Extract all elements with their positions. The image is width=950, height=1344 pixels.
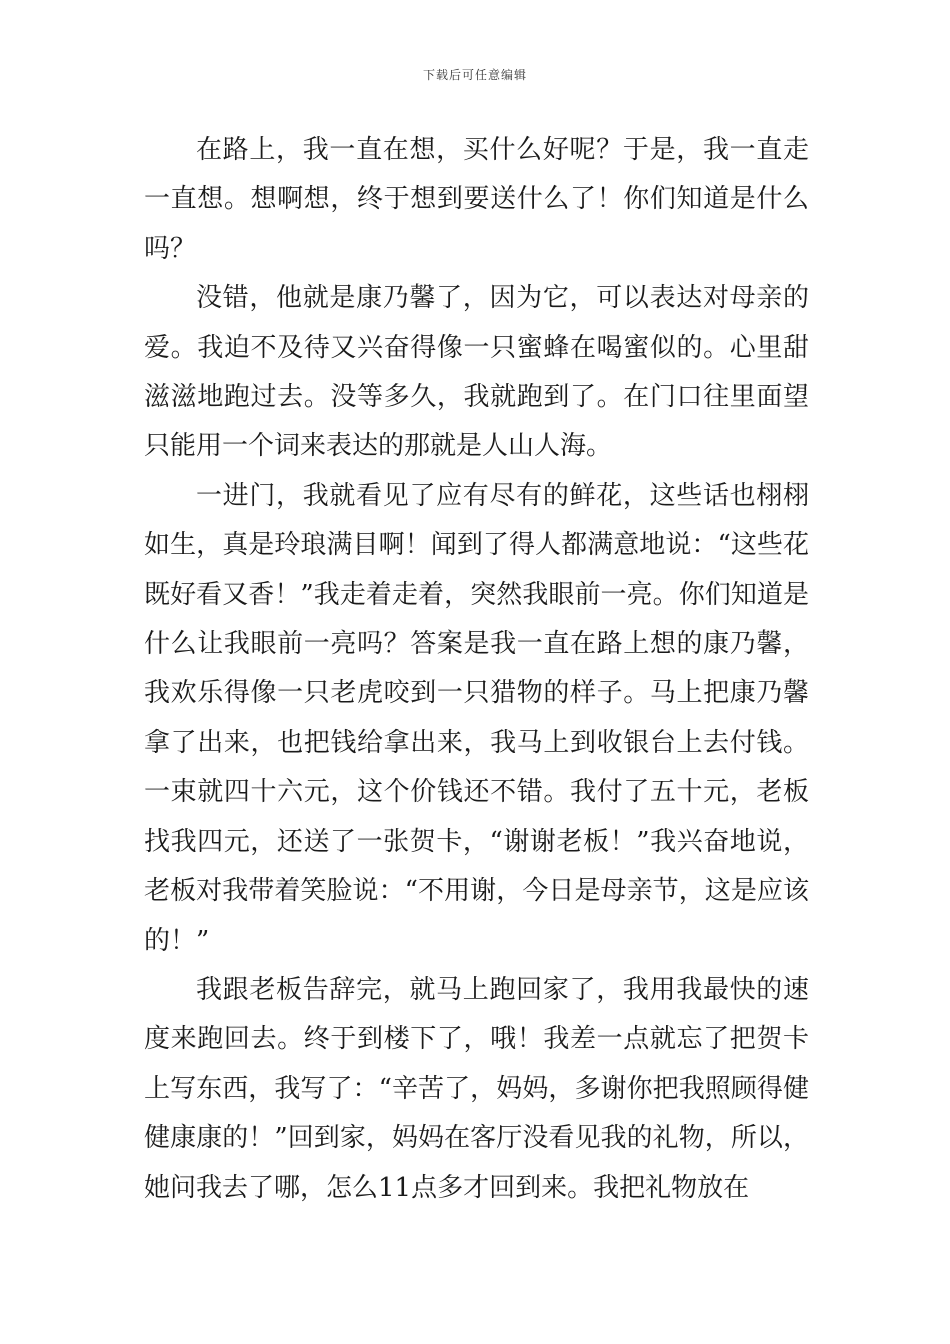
paragraph: 没错，他就是康乃馨了，因为它，可以表达对母亲的爱。我迫不及待又兴奋得像一只蜜蜂在喝蜜似的。心里甜滋滋地跑过去。没等多久，我就跑到了。在门口往里面望只能用一个词来表达的那就是人山人海。 [144,283,809,462]
header-note: 下载后可任意编辑 [422,68,527,82]
paragraph: 我跟老板告辞完，就马上跑回家了，我用我最快的速度来跑回去。终于到楼下了，哦！我差一点就忘了把贺卡上写东西，我写了：“辛苦了，妈妈，多谢你把我照顾得健健康康的！”回到家，妈妈在客厅没看见我的礼物，所以，她问我去了哪，怎么11点多才回到来。我把礼物放在 [144,974,809,1203]
document-body [144,126,809,1213]
paragraph: 一进门，我就看见了应有尽有的鲜花，这些话也栩栩如生，真是玲琅满目啊！闻到了得人都满意地说：“这些花既好看又香！”我走着走着，突然我眼前一亮。你们知道是什么让我眼前一亮吗？答案是我一直在路上想的康乃馨，我欢乐得像一只老虎咬到一只猎物的样子。马上把康乃馨拿了出来，也把钱给拿出来，我马上到收银台上去付钱。一束就四十六元，这个价钱还不错。我付了五十元，老板找我四元，还送了一张贺卡，“谢谢老板！”我兴奋地说，老板对我带着笑脸说：“不用谢，今日是母亲节，这是应该的！” [144,480,809,956]
paragraph: 在路上，我一直在想，买什么好呢？于是，我一直走一直想。想啊想，终于想到要送什么了！你们知道是什么吗？ [144,135,809,264]
